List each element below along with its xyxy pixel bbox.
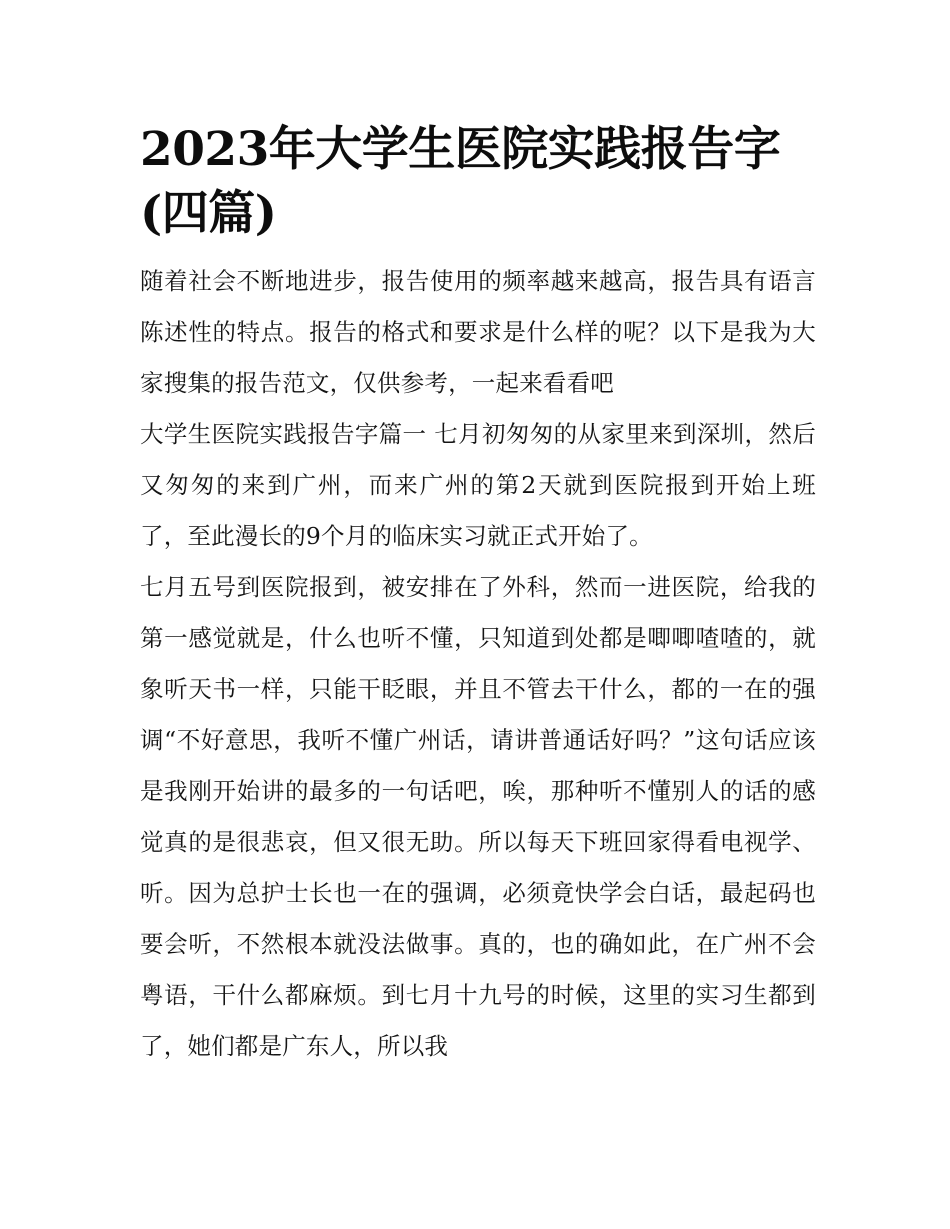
intro-paragraph: 随着社会不断地进步，报告使用的频率越来越高，报告具有语言陈述性的特点。报告的格式和要求是什么样的呢？以下是我为大家搜集的报告范文，仅供参考，一起来看看吧	[140, 267, 816, 397]
hospital-experience-paragraph: 七月五号到医院报到，被安排在了外科，然而一进医院，给我的第一感觉就是，什么也听不懂，只知道到处都是唧唧喳喳的，就象听天书一样，只能干眨眼，并且不管去干什么，都的一在的强调“不好意思，我听不懂广州话，请讲普通话好吗？”这句话应该是我刚开始讲的最多的一句话吧，唉，那种听不懂别人的话的感觉真的是很悲哀，但又很无助。所以每天下班回家得看电视学、听。因为总护士长也一在的强调，必须竟快学会白话，最起码也要会听，不然根本就没法做事。真的，也的确如此，在广州不会粤语，干什么都麻烦。到七月十九号的时候，这里的实习生都到了，她们都是广东人，所以我	[140, 573, 816, 1060]
document-content	[140, 118, 816, 1072]
document-body	[140, 256, 816, 1072]
document-title: 2023年大学生医院实践报告字(四篇)	[140, 122, 781, 241]
section-one-paragraph: 大学生医院实践报告字篇一 七月初匆匆的从家里来到深圳，然后又匆匆的来到广州，而来广州的第2天就到医院报到开始上班了，至此漫长的9个月的临床实习就正式开始了。	[140, 420, 816, 550]
